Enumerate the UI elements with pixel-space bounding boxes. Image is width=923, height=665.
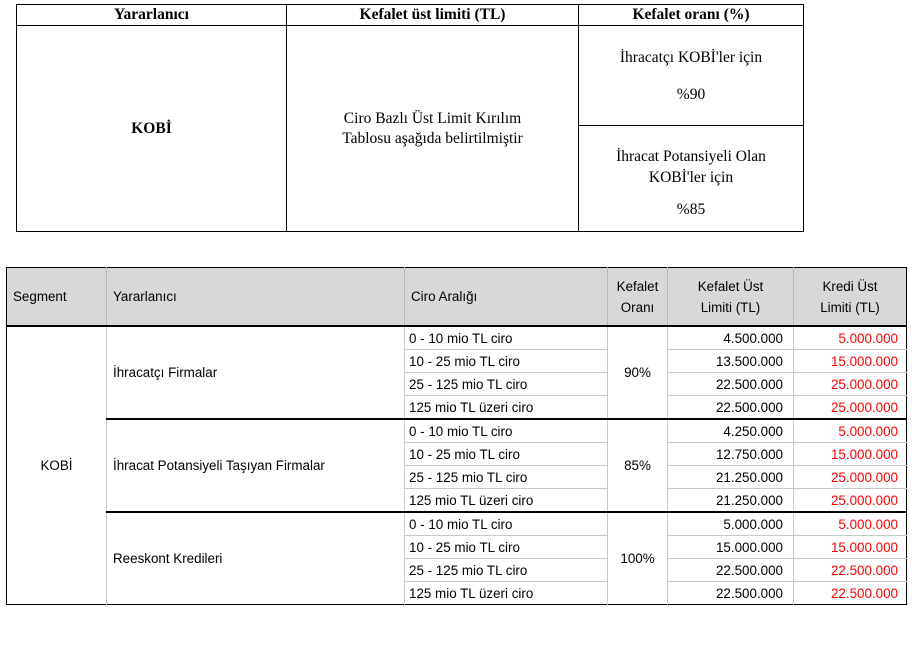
summary-rate-exporter <box>579 26 804 126</box>
range-cell: 0 - 10 mio TL ciro <box>405 419 608 443</box>
summary-header-limit: Kefalet üst limiti (TL) <box>287 5 579 26</box>
table-row <box>7 512 907 536</box>
guarantee-limit-cell: 22.500.000 <box>668 559 794 582</box>
credit-limit-cell: 22.500.000 <box>830 585 898 601</box>
summary-rate-label: İhracat Potansiyeli Olan <box>616 148 766 165</box>
guarantee-limit-cell: 15.000.000 <box>668 536 794 559</box>
summary-rate-label: İhracatçı KOBİ'ler için <box>619 48 763 66</box>
range-cell: 10 - 25 mio TL ciro <box>405 536 608 559</box>
credit-limit-cell: 5.000.000 <box>794 419 907 443</box>
beneficiary-cell: İhracatçı Firmalar <box>107 326 405 419</box>
credit-limit-cell: 25.000.000 <box>794 489 907 513</box>
header-credit-limit <box>794 268 907 327</box>
beneficiary-cell: Reeskont Kredileri <box>107 512 405 605</box>
guarantee-limit-cell: 4.500.000 <box>668 326 794 350</box>
guarantee-limit-cell: 21.250.000 <box>668 466 794 489</box>
range-cell: 0 - 10 mio TL ciro <box>405 512 608 536</box>
range-cell: 125 mio TL üzeri ciro <box>405 489 608 513</box>
credit-limit-cell: 15.000.000 <box>794 536 907 559</box>
guarantee-limit-cell: 13.500.000 <box>668 350 794 373</box>
table-row <box>7 326 907 350</box>
credit-limit-cell: 25.000.000 <box>794 466 907 489</box>
summary-row <box>17 26 804 126</box>
range-cell: 125 mio TL üzeri ciro <box>405 396 608 420</box>
range-cell: 25 - 125 mio TL ciro <box>405 373 608 396</box>
range-cell: 25 - 125 mio TL ciro <box>405 559 608 582</box>
header-credit-line1: Kredi Üst <box>822 278 878 294</box>
summary-header-row <box>17 5 804 26</box>
summary-rate-label: KOBİ'ler için <box>648 169 734 186</box>
segment-cell: KOBİ <box>7 326 107 605</box>
credit-limit-cell: 5.000.000 <box>794 326 907 350</box>
header-rate-line1: Kefalet <box>616 278 659 294</box>
beneficiary-cell: İhracat Potansiyeli Taşıyan Firmalar <box>107 419 405 512</box>
rate-cell: 90% <box>608 326 668 419</box>
summary-header-rate: Kefalet oranı (%) <box>579 5 804 26</box>
header-range: Ciro Aralığı <box>405 268 608 327</box>
guarantee-limit-cell: 21.250.000 <box>668 489 794 513</box>
summary-limit-line1: Ciro Bazlı Üst Limit Kırılım <box>343 109 522 127</box>
header-guarantee-limit <box>668 268 794 327</box>
header-rate <box>608 268 668 327</box>
summary-header-beneficiary: Yararlanıcı <box>17 5 287 26</box>
guarantee-limit-cell: 22.500.000 <box>668 396 794 420</box>
header-guarantee-line2: Limiti (TL) <box>700 299 761 315</box>
table-header-row <box>7 268 907 327</box>
range-cell: 10 - 25 mio TL ciro <box>405 350 608 373</box>
credit-limit-cell: 15.000.000 <box>794 443 907 466</box>
turnover-limit-table <box>6 267 907 605</box>
range-cell: 10 - 25 mio TL ciro <box>405 443 608 466</box>
summary-rate-value: %85 <box>676 201 706 218</box>
summary-limit-text <box>287 26 579 232</box>
credit-limit-cell: 25.000.000 <box>794 396 907 420</box>
guarantee-limit-cell: 22.500.000 <box>668 373 794 396</box>
header-segment: Segment <box>7 268 107 327</box>
rate-cell: 100% <box>608 512 668 605</box>
header-rate-line2: Oranı <box>620 299 655 315</box>
credit-limit-cell: 5.000.000 <box>794 512 907 536</box>
credit-limit-cell: 25.000.000 <box>794 373 907 396</box>
header-guarantee-line1: Kefalet Üst <box>697 278 764 294</box>
range-cell: 125 mio TL üzeri ciro <box>405 582 608 605</box>
range-cell: 25 - 125 mio TL ciro <box>405 466 608 489</box>
credit-limit-cell: 22.500.000 <box>794 559 907 582</box>
rate-cell: 85% <box>608 419 668 512</box>
header-beneficiary: Yararlanıcı <box>107 268 405 327</box>
header-credit-line2: Limiti (TL) <box>820 299 880 315</box>
guarantee-limit-cell: 22.500.000 <box>668 582 794 605</box>
summary-rate-potential <box>579 126 804 232</box>
guarantee-summary-table <box>16 4 804 232</box>
summary-rate-value: %90 <box>676 85 706 103</box>
summary-beneficiary: KOBİ <box>17 26 287 232</box>
summary-limit-line2: Tablosu aşağıda belirtilmiştir <box>342 129 523 147</box>
table-row <box>7 419 907 443</box>
range-cell: 0 - 10 mio TL ciro <box>405 326 608 350</box>
guarantee-limit-cell: 5.000.000 <box>668 512 794 536</box>
guarantee-limit-cell: 4.250.000 <box>668 419 794 443</box>
guarantee-limit-cell: 12.750.000 <box>668 443 794 466</box>
credit-limit-cell: 15.000.000 <box>794 350 907 373</box>
